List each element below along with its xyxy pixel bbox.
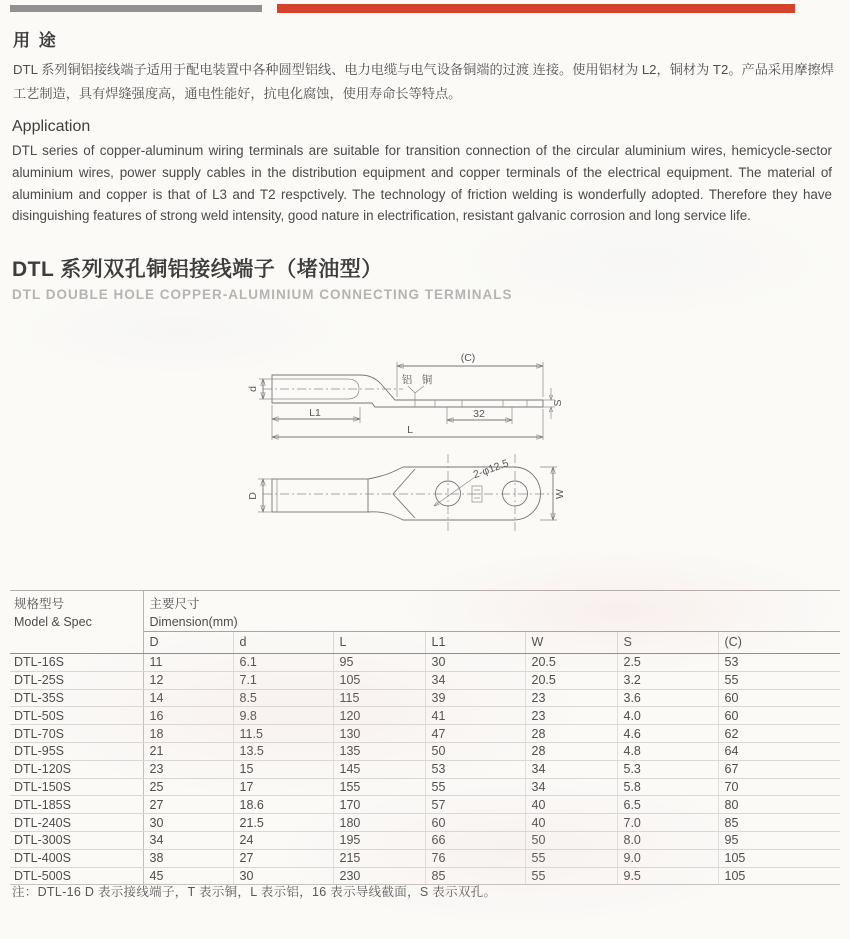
cell-D: 27 (143, 796, 233, 814)
cell-W: 50 (525, 831, 617, 849)
cell-d: 18.6 (233, 796, 333, 814)
model-cell: DTL-185S (10, 796, 143, 814)
cell-D: 12 (143, 671, 233, 689)
model-cell: DTL-16S (10, 654, 143, 672)
copper-label: 铜 (421, 374, 433, 386)
cell-d: 13.5 (233, 742, 333, 760)
cell-d: 30 (233, 867, 333, 885)
cell-d: 17 (233, 778, 333, 796)
cell-W: 55 (525, 867, 617, 885)
cell-d: 15 (233, 760, 333, 778)
col-header-L: L (333, 632, 425, 654)
model-cell: DTL-500S (10, 867, 143, 885)
cell-L1: 53 (425, 760, 525, 778)
cell-S: 6.5 (617, 796, 718, 814)
cell-L: 230 (333, 867, 425, 885)
cell-W: 20.5 (525, 671, 617, 689)
cell-C: 53 (718, 654, 840, 672)
weld-joint-chevron (393, 469, 415, 518)
model-header-en: Model & Spec (14, 615, 92, 629)
model-cell: DTL-50S (10, 707, 143, 725)
cell-S: 3.2 (617, 671, 718, 689)
cell-L1: 41 (425, 707, 525, 725)
usage-section (13, 26, 837, 106)
cell-D: 45 (143, 867, 233, 885)
cell-C: 95 (718, 831, 840, 849)
cell-W: 34 (525, 778, 617, 796)
cell-S: 5.8 (617, 778, 718, 796)
cell-L1: 50 (425, 742, 525, 760)
dimension-w (540, 467, 566, 520)
cell-C: 85 (718, 814, 840, 832)
col-header-S: S (617, 632, 718, 654)
table-row (10, 796, 840, 814)
cell-d: 24 (233, 831, 333, 849)
spec-table-header (10, 591, 840, 654)
cell-W: 23 (525, 707, 617, 725)
cell-C: 80 (718, 796, 840, 814)
table-row (10, 654, 840, 672)
dimension-header (143, 591, 840, 632)
terminal-top-view-diagram (245, 448, 575, 548)
cell-L1: 57 (425, 796, 525, 814)
cell-W: 55 (525, 849, 617, 867)
cell-S: 7.0 (617, 814, 718, 832)
top-rule-gray (10, 5, 262, 12)
cell-S: 3.6 (617, 689, 718, 707)
dim-l-label: L (407, 424, 413, 436)
cell-L1: 85 (425, 867, 525, 885)
cell-L: 130 (333, 725, 425, 743)
cell-S: 4.0 (617, 707, 718, 725)
cell-L1: 76 (425, 849, 525, 867)
cell-D: 18 (143, 725, 233, 743)
dim-32-label: 32 (473, 408, 485, 420)
model-cell: DTL-120S (10, 760, 143, 778)
cell-C: 105 (718, 849, 840, 867)
cell-S: 9.0 (617, 849, 718, 867)
cell-S: 2.5 (617, 654, 718, 672)
dim-w-label: W (554, 489, 566, 499)
cell-d: 6.1 (233, 654, 333, 672)
model-cell: DTL-240S (10, 814, 143, 832)
aluminium-label: 铝 (401, 374, 413, 386)
cell-d: 21.5 (233, 814, 333, 832)
dim-c-label: (C) (460, 352, 476, 364)
cell-S: 9.5 (617, 867, 718, 885)
cell-W: 40 (525, 796, 617, 814)
col-header-W: W (525, 632, 617, 654)
cell-d: 7.1 (233, 671, 333, 689)
spec-table (10, 590, 840, 885)
cell-C: 60 (718, 689, 840, 707)
cell-L: 115 (333, 689, 425, 707)
table-row (10, 831, 840, 849)
cell-S: 8.0 (617, 831, 718, 849)
cell-D: 38 (143, 849, 233, 867)
cell-L1: 34 (425, 671, 525, 689)
cell-W: 28 (525, 742, 617, 760)
cell-d: 9.8 (233, 707, 333, 725)
cell-L1: 60 (425, 814, 525, 832)
cell-C: 64 (718, 742, 840, 760)
col-header-L1: L1 (425, 632, 525, 654)
cell-L: 195 (333, 831, 425, 849)
table-row (10, 725, 840, 743)
model-header-zh: 规格型号 (14, 597, 65, 611)
spec-table-body (10, 654, 840, 885)
cell-C: 67 (718, 760, 840, 778)
model-cell: DTL-400S (10, 849, 143, 867)
cell-C: 60 (718, 707, 840, 725)
usage-body: DTL 系列铜铝接线端子适用于配电装置中各种圆型铝线、电力电缆与电气设备铜端的过渡 连接。使用铝材为 L2，铜材为 T2。产品采用摩擦焊工艺制造，具有焊缝强度高，通电性能好，抗电化腐蚀，使用寿命长等特点。 (13, 62, 834, 101)
cell-L1: 47 (425, 725, 525, 743)
cell-L1: 39 (425, 689, 525, 707)
cell-W: 20.5 (525, 654, 617, 672)
model-cell: DTL-300S (10, 831, 143, 849)
dim-s-label: S (552, 399, 564, 407)
cell-d: 8.5 (233, 689, 333, 707)
cell-D: 14 (143, 689, 233, 707)
table-row (10, 849, 840, 867)
product-title-block (12, 253, 712, 302)
cell-L1: 66 (425, 831, 525, 849)
dimension-32 (447, 407, 512, 424)
cell-W: 34 (525, 760, 617, 778)
holes-label: 2-φ12.5 (471, 457, 511, 482)
cell-W: 28 (525, 725, 617, 743)
application-heading: Application (12, 118, 91, 135)
model-cell: DTL-35S (10, 689, 143, 707)
cell-S: 4.6 (617, 725, 718, 743)
cell-D: 30 (143, 814, 233, 832)
dimension-l1 (272, 405, 360, 440)
dim-big-d-label: D (247, 492, 259, 500)
dimension-s (543, 388, 564, 419)
dimension-header-zh: 主要尺寸 (149, 597, 200, 611)
cell-W: 23 (525, 689, 617, 707)
cell-C: 62 (718, 725, 840, 743)
table-row (10, 671, 840, 689)
cell-L1: 30 (425, 654, 525, 672)
cell-D: 11 (143, 654, 233, 672)
cell-C: 55 (718, 671, 840, 689)
table-row (10, 689, 840, 707)
dimension-header-en: Dimension(mm) (149, 615, 238, 629)
dimension-big-d (247, 479, 272, 512)
cell-d: 11.5 (233, 725, 333, 743)
cell-L1: 55 (425, 778, 525, 796)
cell-L: 135 (333, 742, 425, 760)
terminal-side-view-diagram (245, 340, 575, 448)
model-spec-header (10, 591, 143, 654)
cell-S: 4.8 (617, 742, 718, 760)
table-row (10, 778, 840, 796)
cell-W: 40 (525, 814, 617, 832)
cell-C: 70 (718, 778, 840, 796)
model-cell: DTL-25S (10, 671, 143, 689)
table-row (10, 760, 840, 778)
product-title-zh: DTL 系列双孔铜铝接线端子（堵油型） (12, 258, 383, 281)
model-cell: DTL-150S (10, 778, 143, 796)
product-title-en: DTL DOUBLE HOLE COPPER-ALUMINIUM CONNECTING TERMINALS (12, 287, 513, 302)
cell-D: 23 (143, 760, 233, 778)
terminal-top-outline (263, 454, 553, 534)
cell-L: 170 (333, 796, 425, 814)
model-cell: DTL-70S (10, 725, 143, 743)
cell-L: 120 (333, 707, 425, 725)
application-body: DTL series of copper-aluminum wiring terminals are suitable for transition connection of the circular aluminium wires, hemicycle-sector aluminium wires, power supply cables in the distribution equipment and copper terminals of the electrical equipment. The material of aluminium and copper is that of L3 and T2 respctively. The technology of friction welding is wonderfully adopted. Therefore they have disinguishing features of strong weld intensity, good nature in electrification, resistant galvanic corrosion and long service life. (12, 143, 832, 224)
cell-L: 180 (333, 814, 425, 832)
dim-d-label: d (247, 386, 259, 392)
cell-D: 16 (143, 707, 233, 725)
cell-S: 5.3 (617, 760, 718, 778)
cell-C: 105 (718, 867, 840, 885)
cell-L: 95 (333, 654, 425, 672)
dim-l1-label: L1 (309, 407, 321, 419)
cell-D: 25 (143, 778, 233, 796)
top-rule-red (277, 4, 795, 13)
usage-heading: 用 途 (13, 31, 58, 50)
col-header-D: D (143, 632, 233, 654)
cell-D: 21 (143, 742, 233, 760)
table-row (10, 742, 840, 760)
table-row (10, 707, 840, 725)
cell-L: 105 (333, 671, 425, 689)
cell-L: 215 (333, 849, 425, 867)
col-header-C: (C) (718, 632, 840, 654)
material-callout (402, 373, 433, 400)
cell-d: 27 (233, 849, 333, 867)
cell-D: 34 (143, 831, 233, 849)
col-header-d: d (233, 632, 333, 654)
table-row (10, 814, 840, 832)
application-section (12, 118, 832, 227)
model-cell: DTL-95S (10, 742, 143, 760)
cell-L: 155 (333, 778, 425, 796)
dimension-d (247, 379, 277, 399)
cell-L: 145 (333, 760, 425, 778)
table-note: 注：DTL-16 D 表示接线端子，T 表示铜，L 表示铝，16 表示导线截面，S 表示双孔。 (12, 885, 497, 899)
